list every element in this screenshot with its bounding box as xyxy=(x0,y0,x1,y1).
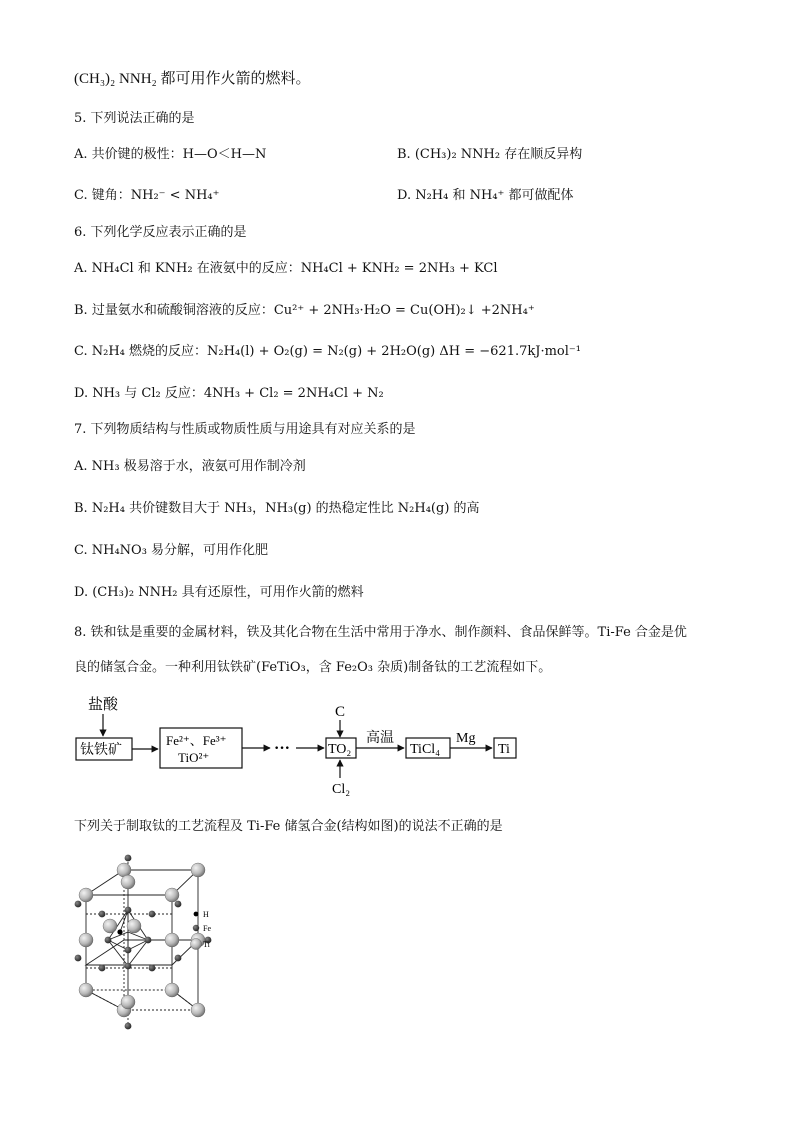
process-flow-diagram xyxy=(74,692,534,802)
q5-option-d: D. N₂H₄ 和 NH₄⁺ 都可做配体 xyxy=(397,188,574,203)
legend-h: H xyxy=(203,910,209,919)
acid-label: 盐酸 xyxy=(88,697,119,713)
question-7: 7. 下列物质结构与性质或物质性质与用途具有对应关系的是 xyxy=(74,422,416,437)
ticl4-label: TiCl₄ xyxy=(410,742,441,757)
crystal-structure-diagram xyxy=(72,850,232,1030)
q5-option-a: A. 共价键的极性：H—O＜H—N xyxy=(74,147,267,162)
q7-option-d: D. (CH₃)₂ NNH₂ 具有还原性，可用作火箭的燃料 xyxy=(74,585,364,600)
q6-option-b: B. 过量氨水和硫酸铜溶液的反应：Cu²⁺ + 2NH₃·H₂O = Cu(OH)₂↓ +2NH₄⁺ xyxy=(74,303,535,318)
intro-line: (CH₃)₂ NNH₂ 都可用作火箭的燃料。 xyxy=(74,71,311,87)
q7-option-a: A. NH₃ 极易溶于水，液氨可用作制冷剂 xyxy=(74,459,306,474)
question-8-line-3: 下列关于制取钛的工艺流程及 Ti-Fe 储氢合金(结构如图)的说法不正确的是 xyxy=(74,819,503,834)
ions-line-2: TiO²⁺ xyxy=(178,750,210,765)
q6-option-d: D. NH₃ 与 Cl₂ 反应：4NH₃ + Cl₂ = 2NH₄Cl + N₂ xyxy=(74,386,384,401)
question-8-line-2: 良的储氢合金。一种利用钛铁矿(FeTiO₃，含 Fe₂O₃ 杂质)制备钛的工艺流程如下。 xyxy=(74,660,552,675)
q5-option-c: C. 键角：NH₂⁻ < NH₄⁺ xyxy=(74,188,220,203)
question-5: 5. 下列说法正确的是 xyxy=(74,111,195,126)
ore-label: 钛铁矿 xyxy=(80,743,122,758)
carbon-label: C xyxy=(335,704,346,720)
q6-option-c: C. N₂H₄ 燃烧的反应：N₂H₄(l) + O₂(g) = N₂(g) + 2H₂O(g) ΔH = −621.7kJ·mol⁻¹ xyxy=(74,344,581,359)
ellipsis-dots: ··· xyxy=(274,740,291,757)
ti-label: Ti xyxy=(498,742,510,757)
oxide-label: TO₂ xyxy=(328,742,352,757)
question-6: 6. 下列化学反应表示正确的是 xyxy=(74,225,247,240)
legend-fe: Fe xyxy=(203,924,211,933)
chlorine-label: Cl₂ xyxy=(332,782,351,797)
ions-line-1: Fe²⁺、Fe³⁺ xyxy=(166,733,227,748)
high-temp-label: 高温 xyxy=(366,731,394,746)
magnesium-label: Mg xyxy=(456,731,476,746)
q6-option-a: A. NH₄Cl 和 KNH₂ 在液氨中的反应：NH₄Cl + KNH₂ = 2NH₃ + KCl xyxy=(74,261,498,276)
q5-option-b: B. (CH₃)₂ NNH₂ 存在顺反异构 xyxy=(397,147,583,162)
question-8-line-1: 8. 铁和钛是重要的金属材料，铁及其化合物在生活中常用于净水、制作颜料、食品保鲜等。Ti-Fe 合金是优 xyxy=(74,625,687,640)
q7-option-c: C. NH₄NO₃ 易分解，可用作化肥 xyxy=(74,543,269,558)
legend-ti: Ti xyxy=(203,940,210,949)
q7-option-b: B. N₂H₄ 共价键数目大于 NH₃，NH₃(g) 的热稳定性比 N₂H₄(g) 的高 xyxy=(74,501,480,516)
